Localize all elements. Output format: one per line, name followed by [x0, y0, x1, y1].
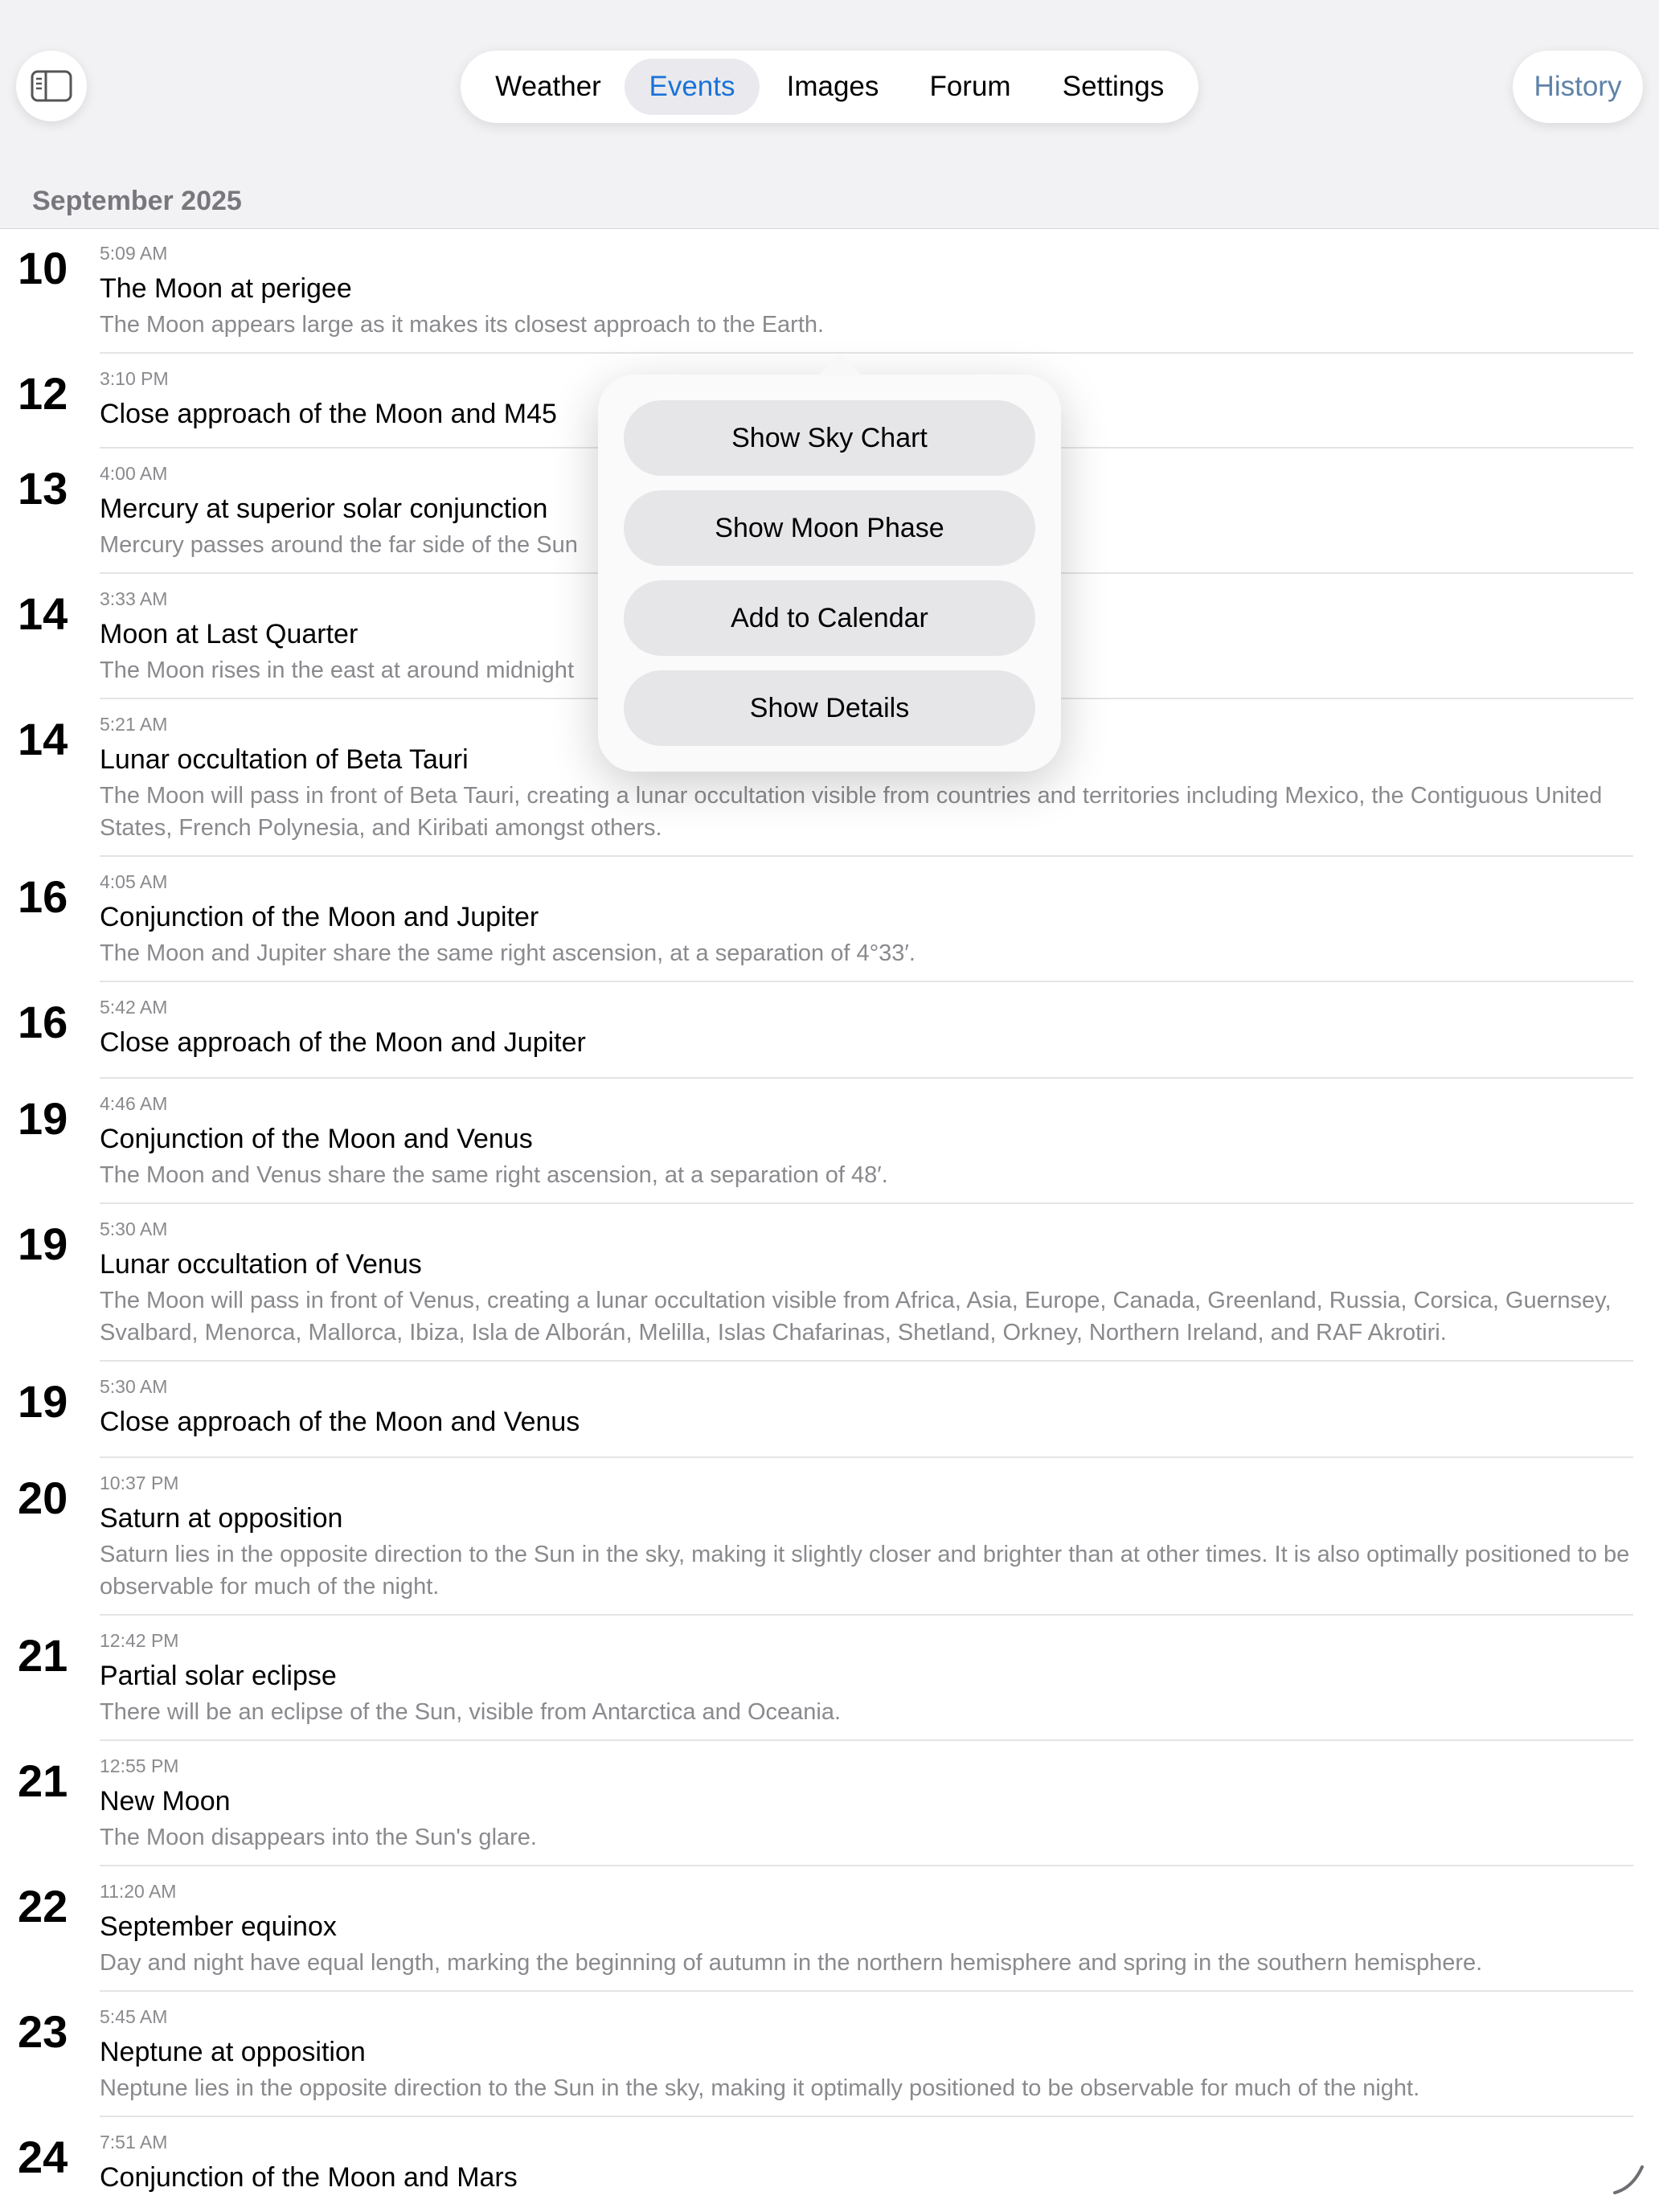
event-time: 7:51 AM: [100, 2132, 168, 2153]
event-time: 3:10 PM: [100, 368, 169, 389]
event-day: 19: [18, 1376, 68, 1427]
event-row[interactable]: [0, 228, 1659, 354]
event-time: 3:33 AM: [100, 588, 168, 609]
event-row[interactable]: [0, 857, 1659, 982]
event-row[interactable]: [0, 1079, 1659, 1204]
event-time: 4:00 AM: [100, 463, 168, 484]
event-time: 5:21 AM: [100, 714, 168, 735]
event-title: Close approach of the Moon and Venus: [100, 1407, 580, 1437]
event-day: 20: [18, 1473, 68, 1523]
event-description: The Moon appears large as it makes its closest approach to the Earth.: [100, 312, 825, 338]
event-time: 10:37 PM: [100, 1473, 179, 1493]
event-description: Day and night have equal length, marking the beginning of autumn in the northern hemisphere and spring in the southern hemisphere.: [100, 1950, 1483, 1976]
event-time: 11:20 AM: [100, 1881, 177, 1902]
event-description: The Moon rises in the east at around midnight: [100, 657, 574, 683]
show-sky-chart-button[interactable]: Show Sky Chart: [624, 400, 1035, 476]
event-title: Conjunction of the Moon and Mars: [100, 2162, 518, 2193]
event-title: September equinox: [100, 1911, 337, 1942]
event-time: 5:42 AM: [100, 997, 168, 1018]
event-day: 19: [18, 1093, 68, 1144]
tab-forum[interactable]: Forum: [929, 71, 1011, 102]
event-day: 19: [18, 1219, 68, 1269]
event-action-popover: [598, 354, 1061, 772]
tab-settings[interactable]: Settings: [1062, 71, 1165, 102]
event-title: Saturn at opposition: [100, 1503, 343, 1534]
event-title: Lunar occultation of Venus: [100, 1249, 422, 1280]
event-row[interactable]: [0, 1362, 1659, 1458]
event-description: The Moon will pass in front of Beta Tauri, creating a lunar occultation visible from countries and territories including Mexico, the Contiguous United States, French Polynesia, and Kiribati amongst others.: [100, 783, 1603, 841]
event-title: Close approach of the Moon and M45: [100, 399, 557, 429]
event-description: The Moon will pass in front of Venus, creating a lunar occultation visible from Africa, Asia, Europe, Canada, Greenland, Russia, Corsica, Guernsey, Svalbard, Menorca, Mallorca, Ibiza, Isla de Alborán, Melilla, Islas Chafarinas, Shetland, Orkney, Northern Ireland, and RAF Akrotiri.: [100, 1288, 1612, 1346]
event-row[interactable]: [0, 982, 1659, 1079]
event-row[interactable]: [0, 2117, 1659, 2212]
event-title: Close approach of the Moon and Jupiter: [100, 1027, 586, 1058]
tab-weather[interactable]: Weather: [495, 71, 601, 102]
show-moon-phase-button[interactable]: Show Moon Phase: [624, 490, 1035, 566]
event-time: 5:45 AM: [100, 2006, 168, 2027]
event-day: 21: [18, 1755, 68, 1806]
event-title: Conjunction of the Moon and Jupiter: [100, 902, 539, 932]
event-row[interactable]: [0, 1204, 1659, 1362]
add-to-calendar-button[interactable]: Add to Calendar: [624, 580, 1035, 656]
popover-panel: [598, 375, 1061, 772]
event-row[interactable]: [0, 1866, 1659, 1992]
history-button[interactable]: History: [1513, 51, 1643, 123]
event-day: 22: [18, 1881, 68, 1931]
event-day: 21: [18, 1630, 68, 1681]
event-description: The Moon and Venus share the same right ascension, at a separation of 48′.: [100, 1162, 888, 1188]
event-description: There will be an eclipse of the Sun, visible from Antarctica and Oceania.: [100, 1699, 842, 1725]
show-details-button[interactable]: Show Details: [624, 670, 1035, 746]
sidebar-icon: [31, 70, 72, 102]
event-description: Neptune lies in the opposite direction to the Sun in the sky, making it optimally positioned to be observable for much of the night.: [100, 2075, 1420, 2101]
event-title: Neptune at opposition: [100, 2037, 366, 2067]
event-day: 10: [18, 243, 68, 293]
event-title: The Moon at perigee: [100, 273, 352, 304]
event-day: 24: [18, 2132, 68, 2182]
event-title: New Moon: [100, 1786, 231, 1817]
event-title: Partial solar eclipse: [100, 1661, 337, 1691]
event-day: 16: [18, 871, 68, 922]
event-row[interactable]: [0, 1992, 1659, 2117]
event-description: The Moon disappears into the Sun's glare.: [100, 1825, 537, 1850]
tab-events[interactable]: Events: [625, 59, 760, 115]
event-time: 4:05 AM: [100, 871, 168, 892]
event-description: Saturn lies in the opposite direction to the Sun in the sky, making it slightly closer and brighter than at other times. It is also optimally positioned to be observable for much of the night.: [100, 1542, 1630, 1600]
event-time: 5:30 AM: [100, 1376, 168, 1397]
event-day: 12: [18, 368, 68, 419]
tab-bar: [461, 51, 1198, 123]
event-title: Mercury at superior solar conjunction: [100, 494, 548, 524]
event-row[interactable]: [0, 1458, 1659, 1616]
event-day: 14: [18, 714, 68, 764]
event-day: 16: [18, 997, 68, 1047]
sidebar-toggle-button[interactable]: [16, 51, 87, 121]
event-row[interactable]: [0, 1616, 1659, 1741]
event-day: 23: [18, 2006, 68, 2057]
section-header: September 2025: [32, 186, 242, 216]
event-time: 12:55 PM: [100, 1755, 179, 1776]
event-title: Lunar occultation of Beta Tauri: [100, 744, 469, 775]
event-day: 13: [18, 463, 68, 514]
event-time: 5:30 AM: [100, 1219, 168, 1239]
event-row[interactable]: [0, 1741, 1659, 1866]
scroll-indicator[interactable]: [1612, 2162, 1645, 2196]
tab-images[interactable]: Images: [786, 71, 879, 102]
event-day: 14: [18, 588, 68, 639]
event-title: Conjunction of the Moon and Venus: [100, 1124, 533, 1154]
event-time: 12:42 PM: [100, 1630, 179, 1651]
event-time: 4:46 AM: [100, 1093, 168, 1114]
event-time: 5:09 AM: [100, 243, 168, 264]
event-description: The Moon and Jupiter share the same right ascension, at a separation of 4°33′.: [100, 940, 916, 966]
popover-arrow: [817, 354, 862, 376]
event-description: Mercury passes around the far side of the Sun: [100, 532, 578, 558]
event-title: Moon at Last Quarter: [100, 619, 358, 649]
